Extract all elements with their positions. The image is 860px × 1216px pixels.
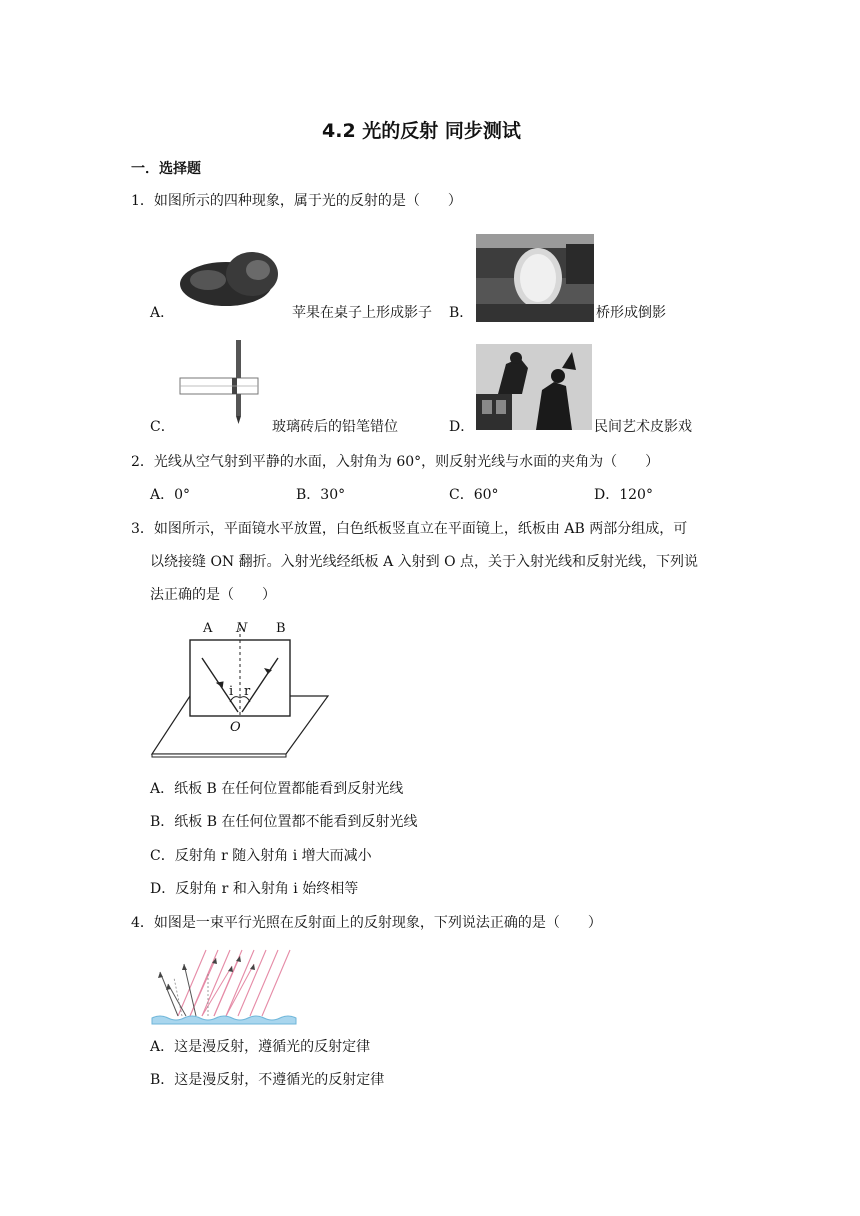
question-3-stem-line-3: 法正确的是（ ） — [150, 587, 276, 603]
figure-label-r: r — [244, 684, 251, 699]
q3-option-d: D．反射角 r 和入射角 i 始终相等 — [150, 881, 359, 897]
shadow-puppet-image — [476, 344, 592, 430]
q1-option-a-letter: A． — [150, 305, 175, 321]
q4-option-a: A．这是漫反射，遵循光的反射定律 — [150, 1039, 371, 1055]
q3-option-b: B．纸板 B 在任何位置都不能看到反射光线 — [150, 814, 418, 830]
figure-label-i: i — [229, 684, 234, 699]
reflection-experiment-diagram — [150, 618, 330, 758]
question-3-stem-line-1: 3．如图所示，平面镜水平放置，白色纸板竖直立在平面镜上，纸板由 AB 两部分组成，可 — [131, 521, 688, 537]
q1-option-b-letter: B． — [449, 305, 474, 321]
q2-option-c: C．60° — [449, 487, 499, 503]
q1-option-d-text: 民间艺术皮影戏 — [594, 419, 692, 435]
figure-label-b: B — [276, 621, 286, 636]
question-4-stem: 4．如图是一束平行光照在反射面上的反射现象，下列说法正确的是（ ） — [131, 915, 602, 931]
figure-label-a: A — [203, 621, 213, 636]
bridge-reflection-image — [476, 234, 594, 322]
question-1-stem: 1．如图所示的四种现象，属于光的反射的是（ ） — [131, 193, 462, 209]
pencil-glass-image — [178, 338, 262, 424]
q1-option-d-letter: D． — [449, 419, 475, 435]
question-3-stem-line-2: 以绕接缝 ON 翻折。入射光线经纸板 A 入射到 O 点，关于入射光线和反射光线，下列说 — [150, 554, 699, 570]
q1-option-a-text: 苹果在桌子上形成影子 — [292, 305, 432, 321]
q1-option-c-letter: C． — [150, 419, 175, 435]
q3-option-c: C．反射角 r 随入射角 i 增大而减小 — [150, 848, 372, 864]
q3-option-a: A．纸板 B 在任何位置都能看到反射光线 — [150, 781, 404, 797]
q1-option-b-text: 桥形成倒影 — [596, 305, 666, 321]
diffuse-reflection-diagram — [150, 944, 300, 1026]
question-2-stem: 2．光线从空气射到平静的水面，入射角为 60°，则反射光线与水面的夹角为（ ） — [131, 454, 660, 470]
figure-label-n: N — [236, 621, 248, 636]
section-heading: 一．选择题 — [131, 161, 201, 177]
q2-option-a: A．0° — [150, 487, 191, 503]
page-title: 4.2 光的反射 同步测试 — [322, 120, 521, 142]
q2-option-d: D．120° — [594, 487, 653, 503]
q4-option-b: B．这是漫反射，不遵循光的反射定律 — [150, 1072, 385, 1088]
q1-option-c-text: 玻璃砖后的铅笔错位 — [272, 419, 398, 435]
figure-label-o: O — [230, 720, 241, 735]
apple-shadow-image — [180, 240, 292, 316]
q2-option-b: B．30° — [296, 487, 346, 503]
